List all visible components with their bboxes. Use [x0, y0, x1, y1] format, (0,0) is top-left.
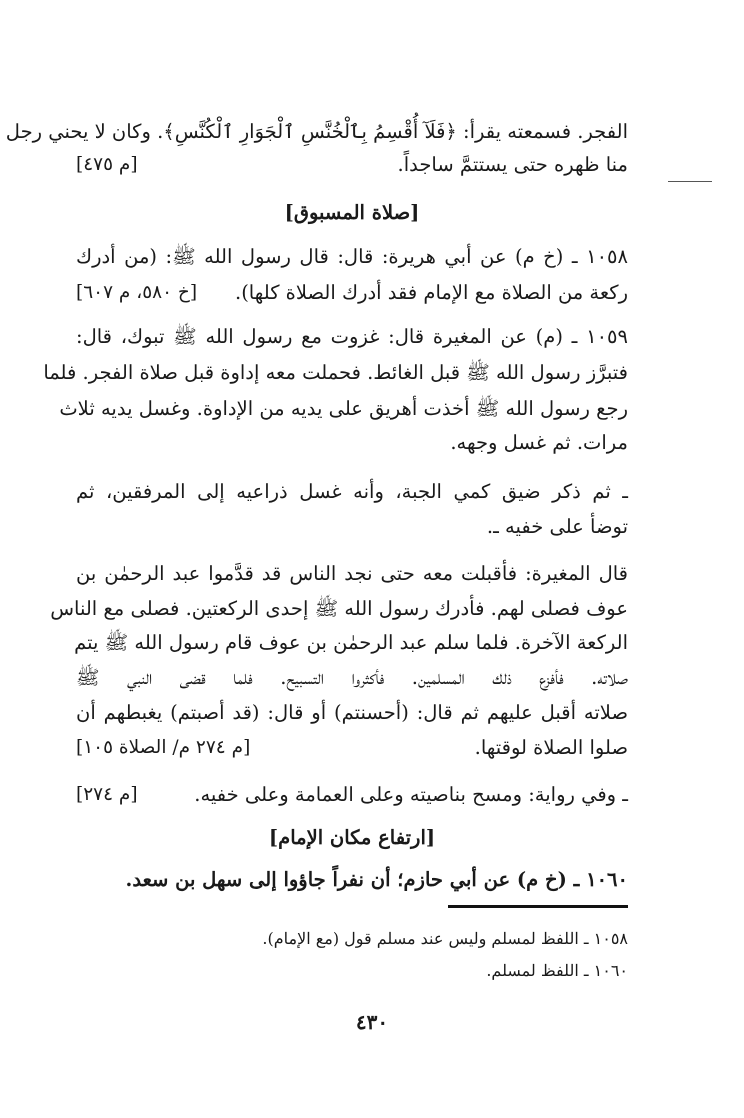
text-line: ركعة من الصلاة مع الإمام فقد أدرك الصلاة كلها).: [235, 281, 628, 304]
hadith-heading: ١٠٦٠ ـ (خ م) عن أبي حازم؛ أن نفراً جاؤوا إلى سهل بن سعد.: [125, 868, 628, 891]
text-line: ـ وفي رواية: ومسح بناصيته وعلى العمامة وعلى خفيه.: [194, 783, 628, 806]
text-line: قال المغيرة: فأقبلت معه حتى نجد الناس قد قدَّموا عبد الرحمٰن بن: [76, 562, 628, 585]
footnote: ١٠٦٠ ـ اللفظ لمسلم.: [486, 961, 628, 980]
text-line: ـ ثم ذكر ضيق كمي الجبة، وأنه غسل ذراعيه إلى المرفقين، ثم: [76, 480, 628, 503]
page-number: ٤٣٠: [355, 1010, 389, 1034]
text-line: صلوا الصلاة لوقتها.: [474, 736, 628, 759]
section-heading: [صلاة المسبوق]: [284, 201, 420, 224]
text-line: الفجر. فسمعته يقرأ: ﴿فَلَآ أُقْسِمُ بِٱلْخُنَّسِ ٱلْجَوَارِ ٱلْكُنَّسِ﴾. وكان لا يحني رجل: [5, 120, 628, 143]
margin-rule: [668, 181, 712, 182]
reference-tag: [م ٤٧٥]: [76, 154, 138, 175]
text-line: صلاته. فأفزع ذلك المسلمين. فأكثروا التسبيح. فلما قضى النبي ﷺ: [76, 666, 628, 689]
footnote-divider: [448, 905, 628, 908]
text-line: منا ظهره حتى يستتمَّ ساجداً.: [397, 153, 628, 176]
text-line: عوف فصلى لهم. فأدرك رسول الله ﷺ إحدى الركعتين. فصلى مع الناس: [50, 597, 628, 620]
reference-tag: [م ٢٧٤ م/ الصلاة ١٠٥]: [76, 737, 251, 758]
text-line: الركعة الآخرة. فلما سلم عبد الرحمٰن بن عوف قام رسول الله ﷺ يتم: [74, 631, 628, 654]
reference-tag: [م ٢٧٤]: [76, 784, 138, 805]
text-line: مرات. ثم غسل وجهه.: [450, 431, 628, 454]
hadith-heading: ١٠٥٨ ـ (خ م) عن أبي هريرة: قال: قال رسول الله ﷺ: (من أدرك: [76, 245, 628, 268]
text-line: توضأ على خفيه ـ.: [486, 515, 628, 538]
section-heading: [ارتفاع مكان الإمام]: [268, 826, 436, 849]
reference-tag: [خ ٥٨٠، م ٦٠٧]: [76, 282, 198, 303]
text-line: فتبرَّز رسول الله ﷺ قبل الغائط. فحملت معه إداوة قبل صلاة الفجر. فلما: [43, 361, 628, 384]
hadith-heading: ١٠٥٩ ـ (م) عن المغيرة قال: غزوت مع رسول الله ﷺ تبوك، قال:: [76, 325, 628, 348]
footnote: ١٠٥٨ ـ اللفظ لمسلم وليس عند مسلم قول (مع الإمام).: [262, 929, 628, 948]
text-line: صلاته أقبل عليهم ثم قال: (أحسنتم) أو قال: (قد أصبتم) يغبطهم أن: [76, 701, 628, 724]
text-line: رجع رسول الله ﷺ أخذت أهريق على يديه من الإداوة. وغسل يديه ثلاث: [59, 397, 628, 420]
